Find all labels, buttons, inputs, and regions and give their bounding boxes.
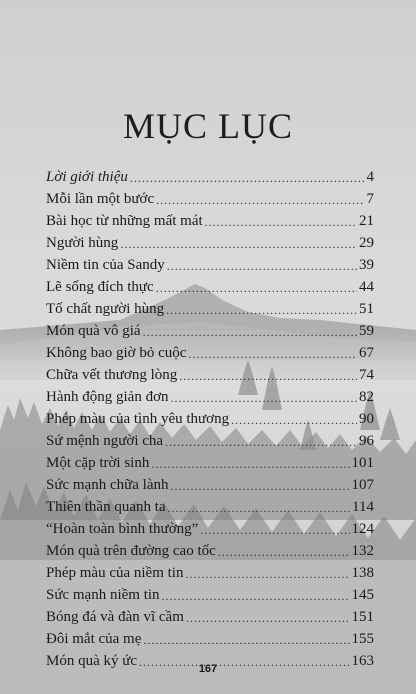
toc-entry-title: Không bao giờ bỏ cuộc bbox=[46, 345, 187, 361]
toc-entry-page: 59 bbox=[359, 323, 374, 339]
dot-leader bbox=[156, 282, 357, 294]
toc-entry bbox=[46, 362, 374, 384]
dot-leader bbox=[218, 546, 350, 558]
toc-entry-page: 29 bbox=[359, 235, 374, 251]
toc-entry-title: Hành động giản đơn bbox=[46, 389, 169, 405]
toc-entry bbox=[46, 604, 374, 626]
toc-entry bbox=[46, 296, 374, 318]
toc-entry-page: 132 bbox=[351, 543, 374, 559]
page-number: 167 bbox=[198, 663, 218, 675]
toc-entry-page: 138 bbox=[351, 565, 374, 581]
toc-entry bbox=[46, 560, 374, 582]
toc-entry-title: Sức mạnh chữa lành bbox=[46, 477, 169, 493]
dot-leader bbox=[165, 436, 357, 448]
toc-entry-title: Lời giới thiệu bbox=[46, 169, 128, 185]
toc-entry-title: Món quà vô giá bbox=[46, 323, 141, 339]
toc-entry-page: 151 bbox=[351, 609, 374, 625]
dot-leader bbox=[151, 458, 349, 470]
toc-entry bbox=[46, 472, 374, 494]
toc-entry-page: 39 bbox=[359, 257, 374, 273]
toc-entry bbox=[46, 626, 374, 648]
toc-entry-title: Món quà ký ức bbox=[46, 653, 138, 669]
toc-entry-title: Món quà trên đường cao tốc bbox=[46, 543, 216, 559]
toc-entry-title: Bóng đá và đàn vĩ cầm bbox=[46, 609, 184, 625]
toc-entry-title: Sứ mệnh người cha bbox=[46, 433, 164, 449]
toc-entry-page: 96 bbox=[359, 433, 374, 449]
toc-entry-page: 74 bbox=[359, 367, 374, 383]
dot-leader bbox=[170, 480, 349, 492]
dot-leader bbox=[185, 568, 349, 580]
toc-entry-page: 90 bbox=[359, 411, 374, 427]
toc-entry-page: 155 bbox=[351, 631, 374, 647]
toc-entry-page: 114 bbox=[352, 499, 374, 515]
toc-entry-title: Tố chất người hùng bbox=[46, 301, 165, 317]
toc-entry bbox=[46, 186, 374, 208]
toc-entry bbox=[46, 406, 374, 428]
dot-leader bbox=[156, 194, 364, 206]
toc-entry-title: Thiên thần quanh ta bbox=[46, 499, 166, 515]
toc-entry bbox=[46, 164, 374, 186]
toc-entry-title: Mỗi lần một bước bbox=[46, 191, 155, 207]
dot-leader bbox=[143, 634, 349, 646]
toc-entry-page: 4 bbox=[366, 169, 374, 185]
page-title: MỤC LỤC bbox=[122, 106, 294, 146]
toc-entry-page: 51 bbox=[359, 301, 374, 317]
toc-entry bbox=[46, 538, 374, 560]
toc-entry-page: 163 bbox=[351, 653, 374, 669]
toc-entry-title: Đôi mắt của mẹ bbox=[46, 631, 142, 647]
toc-entry-page: 82 bbox=[359, 389, 374, 405]
dot-leader bbox=[200, 524, 349, 536]
toc-entry bbox=[46, 252, 374, 274]
toc-entry bbox=[46, 208, 374, 230]
toc-entry-title: Người hùng bbox=[46, 235, 119, 251]
toc-entry-page: 101 bbox=[351, 455, 374, 471]
dot-leader bbox=[231, 414, 357, 426]
dot-leader bbox=[179, 370, 357, 382]
dot-leader bbox=[120, 238, 357, 250]
dot-leader bbox=[205, 216, 357, 228]
dot-leader bbox=[130, 172, 365, 184]
toc-entry bbox=[46, 450, 374, 472]
toc-entry-title: Bài học từ những mất mát bbox=[46, 213, 203, 229]
toc-entry bbox=[46, 384, 374, 406]
toc-entry-title: Niềm tin của Sandy bbox=[46, 257, 165, 273]
toc-entry-title: Một cặp trời sinh bbox=[46, 455, 150, 471]
toc-entry-title: “Hoàn toàn bình thường” bbox=[46, 521, 199, 537]
toc-entry-title: Sức mạnh niềm tin bbox=[46, 587, 160, 603]
toc-entry bbox=[46, 318, 374, 340]
toc-entry bbox=[46, 516, 374, 538]
toc-entry-page: 7 bbox=[366, 191, 374, 207]
toc-entry bbox=[46, 494, 374, 516]
toc-entry bbox=[46, 230, 374, 252]
dot-leader bbox=[171, 392, 358, 404]
toc-entry bbox=[46, 274, 374, 296]
dot-leader bbox=[162, 590, 350, 602]
dot-leader bbox=[143, 326, 357, 338]
toc-entry-title: Chữa vết thương lòng bbox=[46, 367, 178, 383]
toc-entry-title: Phép màu của tình yêu thương bbox=[46, 411, 230, 427]
toc-entry-title: Phép màu của niềm tin bbox=[46, 565, 184, 581]
dot-leader bbox=[166, 304, 357, 316]
toc-entry bbox=[46, 340, 374, 362]
dot-leader bbox=[188, 348, 357, 360]
dot-leader bbox=[167, 260, 357, 272]
toc-entry-page: 67 bbox=[359, 345, 374, 361]
toc-entry bbox=[46, 428, 374, 450]
toc-entry-page: 145 bbox=[351, 587, 374, 603]
toc-entry-page: 107 bbox=[351, 477, 374, 493]
toc-entry-page: 44 bbox=[359, 279, 374, 295]
toc-entry-title: Lẽ sống đích thực bbox=[46, 279, 154, 295]
dot-leader bbox=[186, 612, 350, 624]
dot-leader bbox=[168, 502, 351, 514]
toc-entry bbox=[46, 582, 374, 604]
table-of-contents bbox=[46, 164, 374, 670]
toc-entry-page: 124 bbox=[351, 521, 374, 537]
toc-entry-page: 21 bbox=[359, 213, 374, 229]
